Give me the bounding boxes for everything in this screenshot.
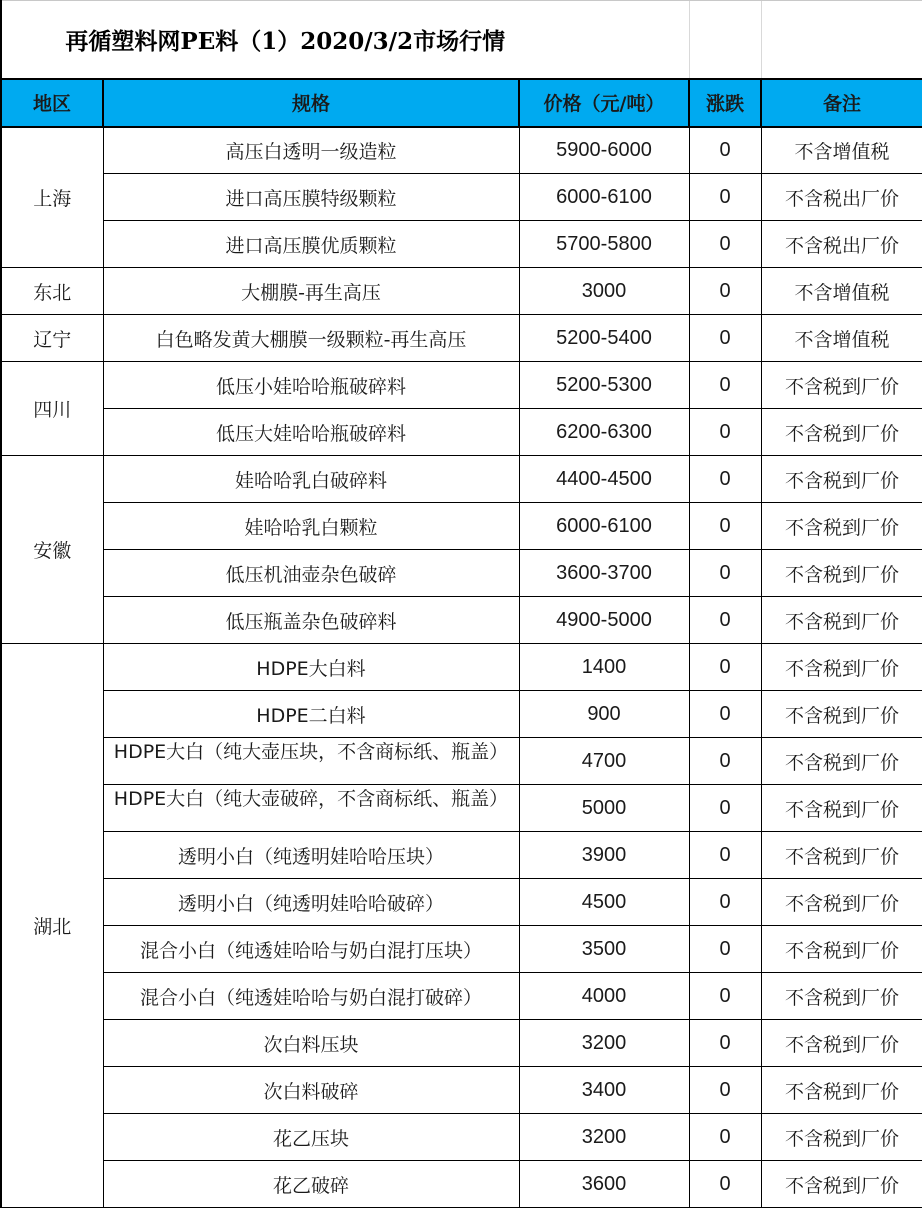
spec-cell: 混合小白（纯透娃哈哈与奶白混打压块） xyxy=(103,926,519,973)
spec-cell: 低压大娃哈哈瓶破碎料 xyxy=(103,409,519,456)
table-row xyxy=(1,268,922,315)
spec-cell: 低压小娃哈哈瓶破碎料 xyxy=(103,362,519,409)
note-cell: 不含增值税 xyxy=(761,315,922,362)
table-row xyxy=(1,691,922,738)
spec-cell: 花乙压块 xyxy=(103,1114,519,1161)
title-blank-cell xyxy=(761,1,922,79)
spec-cell: HDPE大白（纯大壶破碎，不含商标纸、瓶盖） xyxy=(103,785,519,832)
table-row xyxy=(1,362,922,409)
note-cell: 不含税到厂价 xyxy=(761,738,922,785)
spec-cell: 进口高压膜优质颗粒 xyxy=(103,221,519,268)
note-cell: 不含税到厂价 xyxy=(761,644,922,691)
note-cell: 不含税到厂价 xyxy=(761,973,922,1020)
price-cell: 3500 xyxy=(519,926,689,973)
spec-cell: HDPE大白（纯大壶压块，不含商标纸、瓶盖） xyxy=(103,738,519,785)
header-price: 价格（元/吨） xyxy=(519,79,689,127)
note-cell: 不含增值税 xyxy=(761,127,922,174)
header-spec: 规格 xyxy=(103,79,519,127)
table-row xyxy=(1,127,922,174)
note-cell: 不含税到厂价 xyxy=(761,503,922,550)
price-cell: 5000 xyxy=(519,785,689,832)
note-cell: 不含税到厂价 xyxy=(761,1114,922,1161)
change-cell: 0 xyxy=(689,926,761,973)
spec-cell: 透明小白（纯透明娃哈哈压块） xyxy=(103,832,519,879)
table-row xyxy=(1,644,922,691)
table-row xyxy=(1,174,922,221)
note-cell: 不含税到厂价 xyxy=(761,832,922,879)
header-note: 备注 xyxy=(761,79,922,127)
spec-cell: 混合小白（纯透娃哈哈与奶白混打破碎） xyxy=(103,973,519,1020)
note-cell: 不含税到厂价 xyxy=(761,456,922,503)
table-row xyxy=(1,503,922,550)
region-cell: 四川 xyxy=(1,362,103,456)
table-row xyxy=(1,1161,922,1208)
change-cell: 0 xyxy=(689,550,761,597)
price-cell: 900 xyxy=(519,691,689,738)
table-row xyxy=(1,738,922,785)
spec-cell: 娃哈哈乳白破碎料 xyxy=(103,456,519,503)
spec-cell: HDPE大白料 xyxy=(103,644,519,691)
price-cell: 5900-6000 xyxy=(519,127,689,174)
table-row xyxy=(1,785,922,832)
table-row xyxy=(1,315,922,362)
price-cell: 3000 xyxy=(519,268,689,315)
note-cell: 不含税到厂价 xyxy=(761,409,922,456)
note-cell: 不含税到厂价 xyxy=(761,785,922,832)
header-change: 涨跌 xyxy=(689,79,761,127)
price-cell: 3600 xyxy=(519,1161,689,1208)
spec-cell: 花乙破碎 xyxy=(103,1161,519,1208)
change-cell: 0 xyxy=(689,597,761,644)
page-title: 再循塑料网PE料（1）2020/3/2市场行情 xyxy=(1,1,689,79)
table-row xyxy=(1,879,922,926)
change-cell: 0 xyxy=(689,409,761,456)
change-cell: 0 xyxy=(689,503,761,550)
price-cell: 4400-4500 xyxy=(519,456,689,503)
note-cell: 不含增值税 xyxy=(761,268,922,315)
table-row xyxy=(1,409,922,456)
region-cell: 湖北 xyxy=(1,644,103,1208)
table-row xyxy=(1,926,922,973)
title-row xyxy=(1,1,922,79)
header-row xyxy=(1,79,922,127)
spec-cell: 进口高压膜特级颗粒 xyxy=(103,174,519,221)
spec-cell: 次白料压块 xyxy=(103,1020,519,1067)
change-cell: 0 xyxy=(689,691,761,738)
spec-cell: 次白料破碎 xyxy=(103,1067,519,1114)
table-row xyxy=(1,832,922,879)
region-cell: 安徽 xyxy=(1,456,103,644)
spec-cell: 白色略发黄大棚膜一级颗粒-再生高压 xyxy=(103,315,519,362)
region-cell: 东北 xyxy=(1,268,103,315)
region-cell: 上海 xyxy=(1,127,103,268)
change-cell: 0 xyxy=(689,1161,761,1208)
note-cell: 不含税到厂价 xyxy=(761,550,922,597)
change-cell: 0 xyxy=(689,268,761,315)
note-cell: 不含税到厂价 xyxy=(761,597,922,644)
change-cell: 0 xyxy=(689,1020,761,1067)
change-cell: 0 xyxy=(689,174,761,221)
change-cell: 0 xyxy=(689,973,761,1020)
change-cell: 0 xyxy=(689,785,761,832)
spec-cell: HDPE二白料 xyxy=(103,691,519,738)
table-row xyxy=(1,456,922,503)
table-row xyxy=(1,1067,922,1114)
change-cell: 0 xyxy=(689,1114,761,1161)
change-cell: 0 xyxy=(689,832,761,879)
table-row xyxy=(1,1114,922,1161)
price-cell: 6000-6100 xyxy=(519,174,689,221)
price-cell: 4000 xyxy=(519,973,689,1020)
spec-cell: 高压白透明一级造粒 xyxy=(103,127,519,174)
price-cell: 5200-5300 xyxy=(519,362,689,409)
table-row xyxy=(1,221,922,268)
change-cell: 0 xyxy=(689,644,761,691)
price-cell: 1400 xyxy=(519,644,689,691)
note-cell: 不含税出厂价 xyxy=(761,221,922,268)
change-cell: 0 xyxy=(689,221,761,268)
price-cell: 4500 xyxy=(519,879,689,926)
note-cell: 不含税到厂价 xyxy=(761,926,922,973)
change-cell: 0 xyxy=(689,1067,761,1114)
note-cell: 不含税到厂价 xyxy=(761,1020,922,1067)
spec-cell: 低压机油壶杂色破碎 xyxy=(103,550,519,597)
table-row xyxy=(1,550,922,597)
note-cell: 不含税到厂价 xyxy=(761,691,922,738)
price-cell: 3200 xyxy=(519,1114,689,1161)
change-cell: 0 xyxy=(689,456,761,503)
note-cell: 不含税到厂价 xyxy=(761,1161,922,1208)
title-blank-cell xyxy=(689,1,761,79)
header-region: 地区 xyxy=(1,79,103,127)
price-cell: 4900-5000 xyxy=(519,597,689,644)
spec-cell: 低压瓶盖杂色破碎料 xyxy=(103,597,519,644)
price-cell: 5700-5800 xyxy=(519,221,689,268)
price-cell: 6200-6300 xyxy=(519,409,689,456)
change-cell: 0 xyxy=(689,738,761,785)
price-cell: 5200-5400 xyxy=(519,315,689,362)
table-row xyxy=(1,973,922,1020)
price-cell: 4700 xyxy=(519,738,689,785)
table-row xyxy=(1,597,922,644)
spec-cell: 大棚膜-再生高压 xyxy=(103,268,519,315)
note-cell: 不含税出厂价 xyxy=(761,174,922,221)
note-cell: 不含税到厂价 xyxy=(761,879,922,926)
spec-cell: 娃哈哈乳白颗粒 xyxy=(103,503,519,550)
price-cell: 6000-6100 xyxy=(519,503,689,550)
region-cell: 辽宁 xyxy=(1,315,103,362)
price-cell: 3400 xyxy=(519,1067,689,1114)
change-cell: 0 xyxy=(689,879,761,926)
note-cell: 不含税到厂价 xyxy=(761,1067,922,1114)
spec-cell: 透明小白（纯透明娃哈哈破碎） xyxy=(103,879,519,926)
price-cell: 3600-3700 xyxy=(519,550,689,597)
price-cell: 3200 xyxy=(519,1020,689,1067)
price-cell: 3900 xyxy=(519,832,689,879)
note-cell: 不含税到厂价 xyxy=(761,362,922,409)
change-cell: 0 xyxy=(689,315,761,362)
change-cell: 0 xyxy=(689,362,761,409)
table-row xyxy=(1,1020,922,1067)
change-cell: 0 xyxy=(689,127,761,174)
